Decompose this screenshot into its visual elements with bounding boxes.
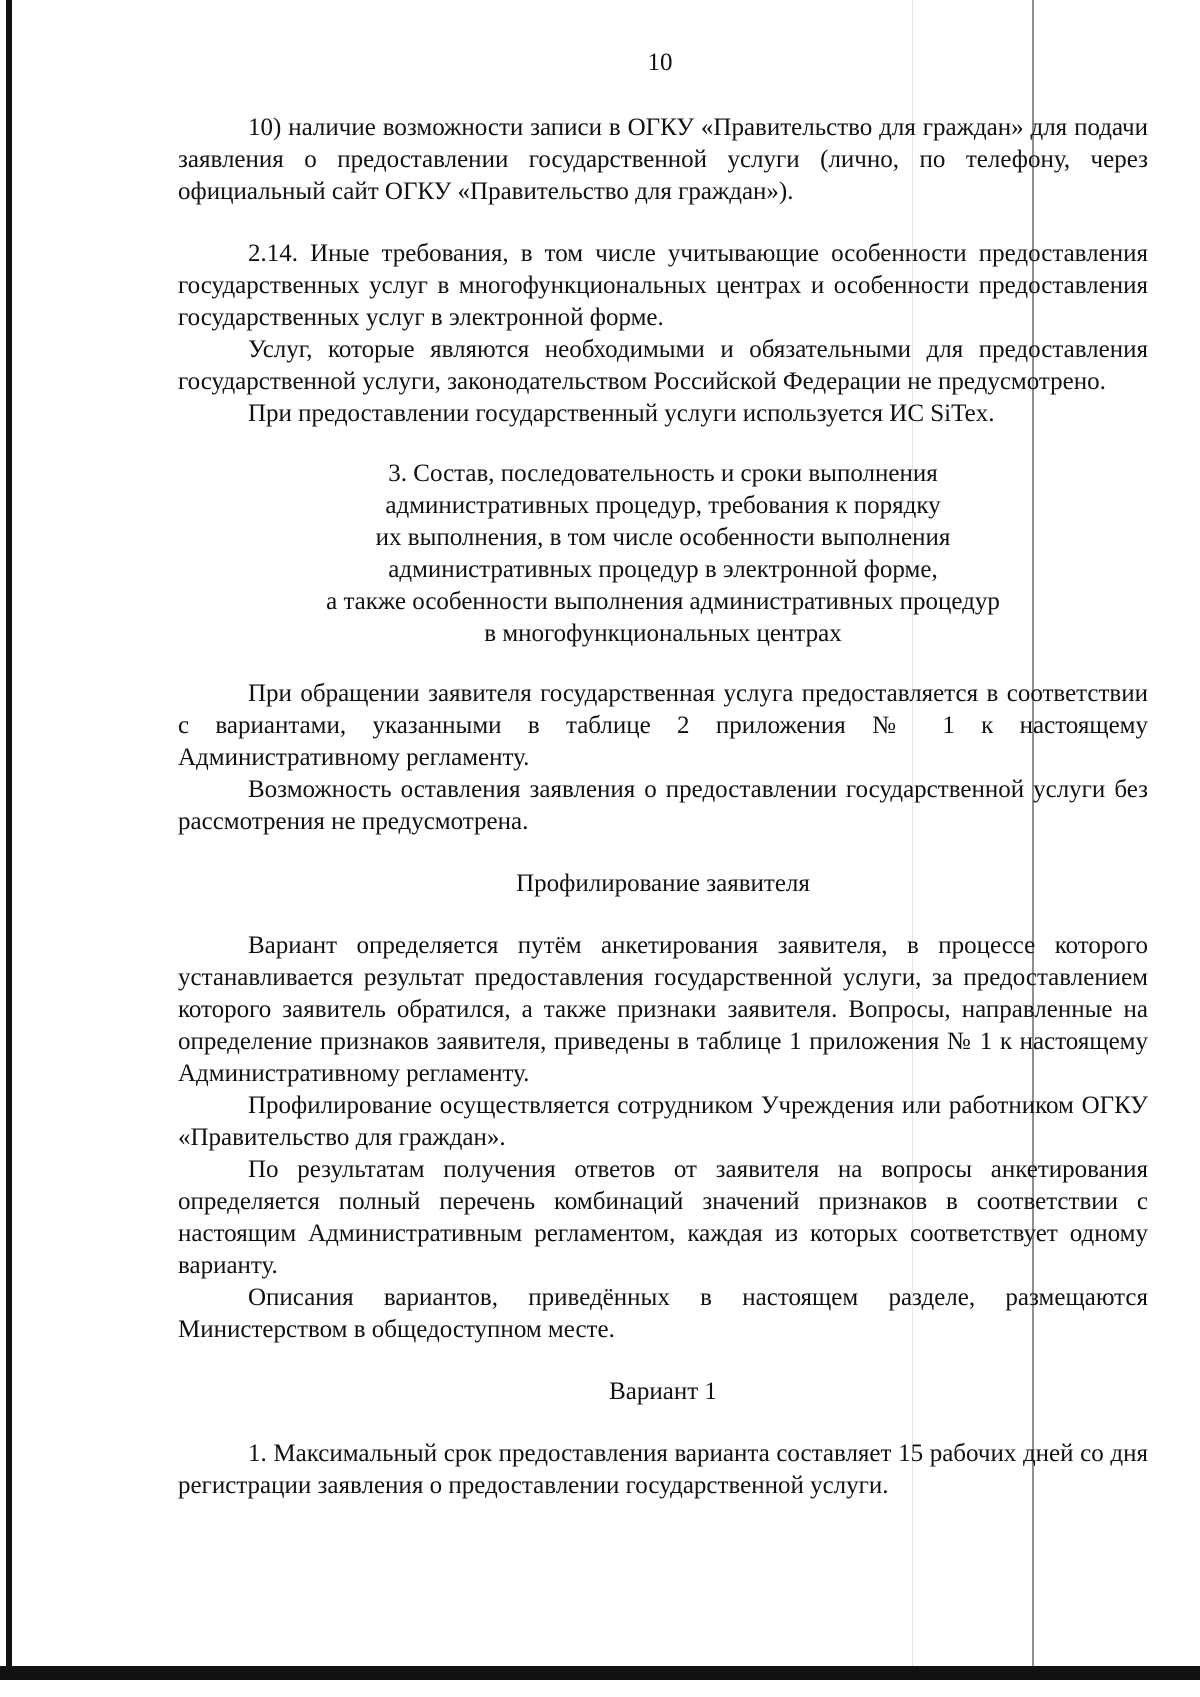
heading-line: а также особенности выполнения административных процедур [326,588,1000,615]
paragraph: 2.14. Иные требования, в том числе учитывающие особенности предоставления государственных услуг в многофункциональных центрах и особенности предоставления государственных услуг в электронной форме. [178,240,1148,331]
heading-line: административных процедур в электронной форме, [388,556,938,583]
heading-line: в многофункциональных центрах [484,620,842,647]
heading-line: их выполнения, в том числе особенности выполнения [375,524,951,551]
paragraph: Вариант определяется путём анкетирования заявителя, в процессе которого устанавливается результат предоставления государственной услуги, за предоставлением которого заявитель обратился, а также признаки заявителя. Вопросы, направленные на определение признаков заявителя, приведены в таблице 1 приложения № 1 к настоящему Административному регламенту. [178,932,1148,1087]
paragraph: По результатам получения ответов от заявителя на вопросы анкетирования определяется полный перечень комбинаций значений признаков в соответствии с настоящим Административным регламентом, каждая из которых соответствует одному варианту. [178,1156,1148,1279]
paragraph: Профилирование осуществляется сотрудником Учреждения или работником ОГКУ «Правительство для граждан». [178,1092,1148,1151]
paragraph: Услуг, которые являются необходимыми и обязательными для предоставления государственной услуги, законодательством Российской Федерации не предусмотрено. [178,336,1148,395]
scan-border-left [6,0,12,1666]
variant-heading: Вариант 1 [609,1378,717,1405]
heading-line: 3. Состав, последовательность и сроки выполнения [388,460,938,487]
paragraph: При предоставлении государственный услуги используется ИС SiTex. [248,400,995,427]
scan-border-bottom [0,1666,1200,1680]
paragraph: 10) наличие возможности записи в ОГКУ «Правительство для граждан» для подачи заявления о предоставлении государственной услуги (лично, по телефону, через официальный сайт ОГКУ «Правительство для граждан»). [178,114,1148,205]
document-body [178,112,1148,1502]
section-3-heading [178,458,1148,650]
heading-line: административных процедур, требования к порядку [385,492,941,519]
paragraph: Описания вариантов, приведённых в настоящем разделе, размещаются Министерством в общедоступном месте. [178,1284,1148,1343]
paragraph: 1. Максимальный срок предоставления варианта составляет 15 рабочих дней со дня регистрации заявления о предоставлении государственной услуги. [178,1440,1148,1499]
profiling-heading: Профилирование заявителя [516,870,810,897]
paragraph: Возможность оставления заявления о предоставлении государственной услуги без рассмотрения не предусмотрена. [178,776,1148,835]
paragraph: При обращении заявителя государственная услуга предоставляется в соответствии с вариантами, указанными в таблице 2 приложения № 1 к настоящему Административному регламенту. [178,680,1148,771]
page-number: 10 [647,49,673,76]
